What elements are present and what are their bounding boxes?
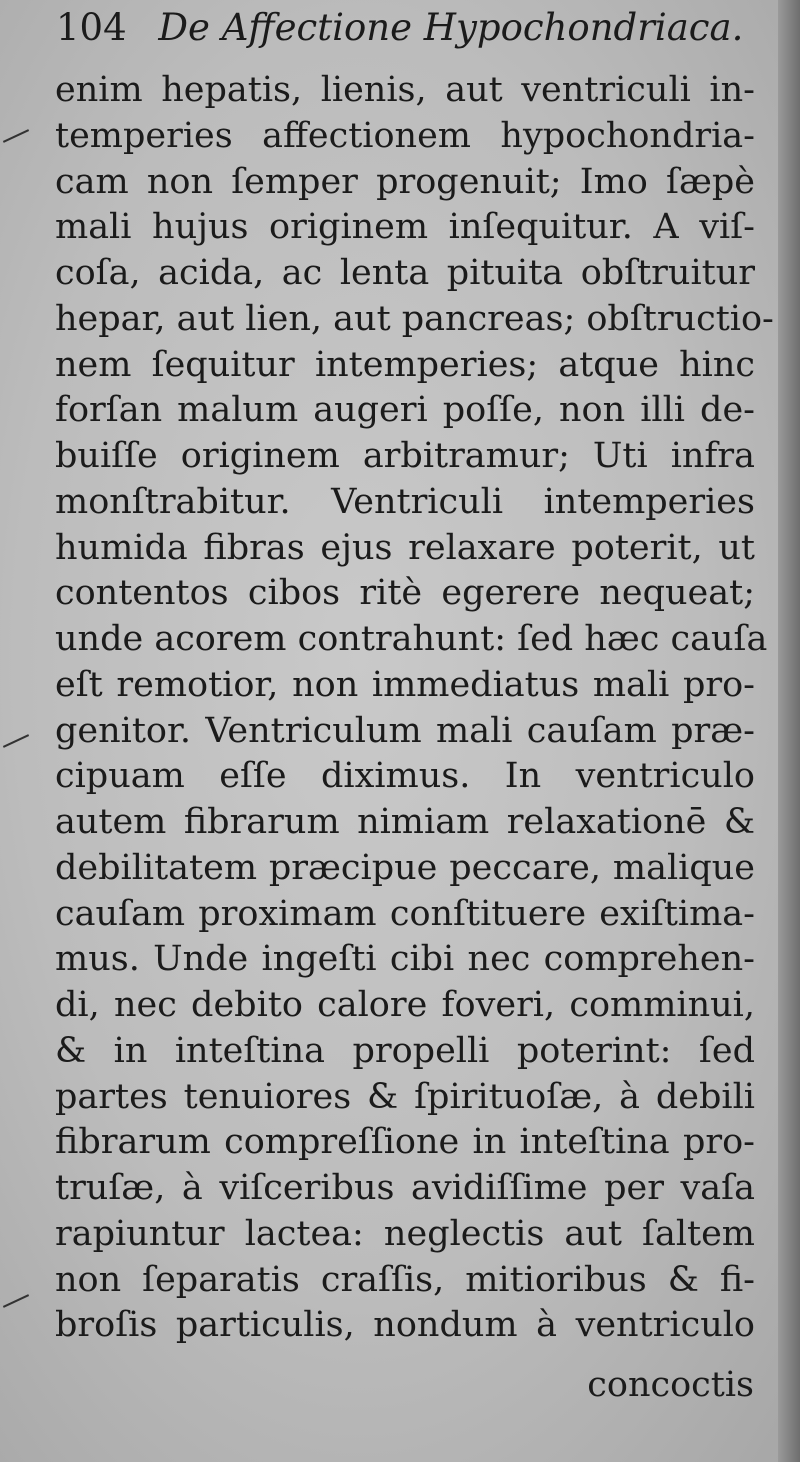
- text-line: rapiuntur lactea: neglectis aut ſaltem: [55, 1213, 755, 1254]
- text-line: contentos cibos ritè egerere nequeat;: [55, 573, 755, 614]
- page-number: 104: [56, 6, 127, 49]
- catchword: concoctis: [587, 1365, 754, 1405]
- text-line: monſtrabitur. Ventriculi intemperies: [55, 481, 755, 522]
- text-line: buiſſe originem arbitramur; Uti infra: [55, 436, 755, 476]
- text-line: autem fibrarum nimiam relaxationē &: [55, 802, 755, 842]
- text-line: cipuam eſſe diximus. In ventriculo: [55, 756, 755, 797]
- text-line: unde acorem contrahunt: ſed hæc cauſa: [55, 619, 768, 659]
- text-line: non ſeparatis craſſis, mitioribus & fi-: [55, 1259, 755, 1300]
- page-edge-shadow: [778, 0, 800, 1462]
- running-title: De Affectione Hypochondriaca.: [158, 6, 744, 49]
- text-line: hepar, aut lien, aut pancreas; obſtructio-: [55, 298, 774, 339]
- text-line: mus. Unde ingeſti cibi nec comprehen-: [55, 939, 755, 980]
- text-line: fibrarum compreſſione in inteſtina pro-: [55, 1122, 755, 1163]
- text-line: temperies affectionem hypochondria-: [55, 115, 755, 156]
- text-line: coſa, acida, ac lenta pituita obſtruitur: [55, 253, 755, 293]
- text-line: broſis particulis, nondum à ventriculo: [55, 1305, 755, 1346]
- margin-mark: [3, 129, 29, 143]
- text-line: cauſam proximam conſtituere exiſtima-: [55, 893, 755, 934]
- body-text: [55, 68, 774, 1349]
- margin-mark: [3, 734, 29, 748]
- text-line: di, nec debito calore foveri, comminui,: [55, 985, 755, 1025]
- text-line: eſt remotior, non immediatus mali pro-: [55, 664, 755, 705]
- text-line: partes tenuiores & ſpirituoſæ, à debili: [55, 1076, 755, 1117]
- text-line: genitor. Ventriculum mali cauſam præ-: [55, 710, 755, 751]
- text-line: debilitatem præcipue peccare, malique: [55, 847, 755, 888]
- text-line: humida fibras ejus relaxare poterit, ut: [55, 527, 755, 568]
- text-line: truſæ, à viſceribus avidiſſime per vaſa: [55, 1168, 755, 1208]
- text-line: enim hepatis, lienis, aut ventriculi in-: [55, 70, 755, 110]
- text-line: forſan malum augeri poſſe, non illi de-: [55, 390, 755, 431]
- margin-mark: [3, 1294, 29, 1308]
- page-header: [56, 6, 743, 50]
- text-line: & in inteſtina propelli poterint: ſed: [55, 1030, 755, 1071]
- text-line: nem ſequitur intemperies; atque hinc: [55, 344, 755, 385]
- text-line: mali hujus originem inſequitur. A viſ-: [55, 207, 755, 248]
- text-line: cam non ſemper progenuit; Imo ſæpè: [55, 161, 755, 202]
